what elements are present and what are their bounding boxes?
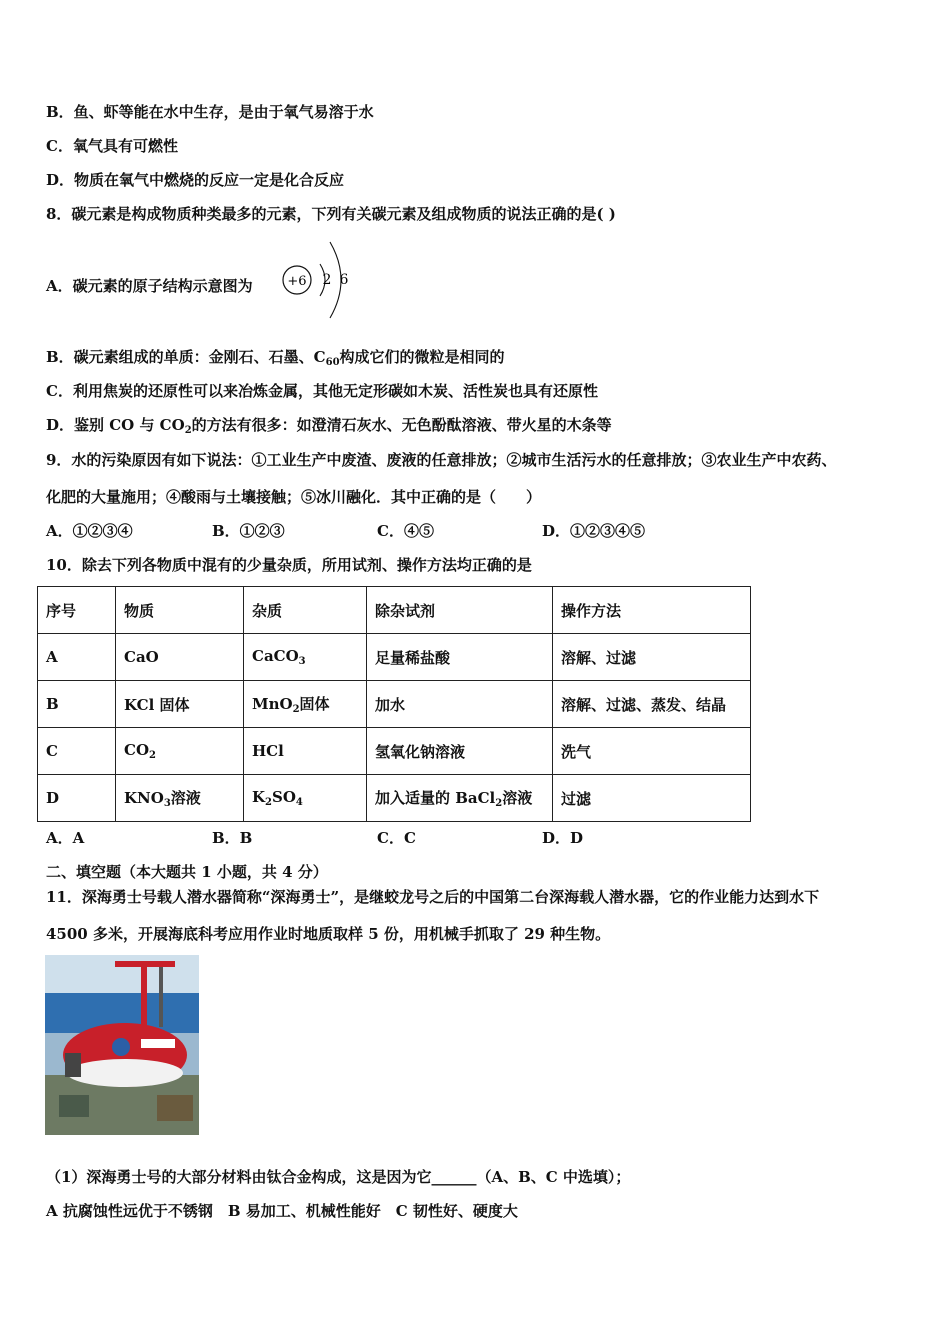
submersible-photo (45, 955, 199, 1135)
q10-option-c: C．C (377, 829, 416, 847)
row-substance: KCl 固体 (116, 681, 244, 728)
q9-stem-line1: 9．水的污染原因有如下说法：①工业生产中废渣、废液的任意排放；②城市生活污水的任意排放；③农业生产中农药、 (46, 451, 837, 469)
nucleus-charge: +6 (287, 274, 307, 289)
row-impurity: $K_2SO_4$ (244, 775, 367, 822)
q11-stem-line2: 4500 多米，开展海底科考应用作业时地质取样 5 份，用机械手抓取了 29 种生物。 (46, 925, 611, 943)
q7-option-d: D．物质在氧气中燃烧的反应一定是化合反应 (46, 171, 345, 189)
row-method: 过滤 (553, 775, 751, 822)
table-row (38, 634, 751, 681)
row-id: D (38, 775, 116, 822)
header-cell: 物质 (116, 587, 244, 634)
q9-option-c: C．④⑤ (377, 522, 434, 540)
q11-stem-line1: 11．深海勇士号载人潜水器简称“深海勇士”，是继蛟龙号之后的中国第二台深海载人潜水器，它的作业能力达到水下 (46, 888, 820, 906)
row-id: B (38, 681, 116, 728)
table-row (38, 728, 751, 775)
section-heading: 二、填空题（本大题共 1 小题，共 4 分） (46, 863, 328, 881)
row-method: 溶解、过滤 (553, 634, 751, 681)
q10-option-b: B．B (212, 829, 253, 847)
q8-option-a: A．碳元素的原子结构示意图为 (46, 277, 253, 295)
row-id: A (38, 634, 116, 681)
q7-option-b: B．鱼、虾等能在水中生存，是由于氧气易溶于水 (46, 103, 374, 121)
q11-choices: A 抗腐蚀性远优于不锈钢 B 易加工、机械性能好 C 韧性好、硬度大 (46, 1202, 518, 1220)
q7-option-c: C．氧气具有可燃性 (46, 137, 178, 155)
q10-table (37, 586, 751, 822)
q8-stem: 8．碳元素是构成物质种类最多的元素，下列有关碳元素及组成物质的说法正确的是( ) (46, 205, 616, 223)
table-row (38, 775, 751, 822)
q9-option-a: A．①②③④ (46, 522, 133, 540)
q9-option-b: B．①②③ (212, 522, 285, 540)
row-reagent: 加水 (367, 681, 553, 728)
q10-option-d: D．D (542, 829, 584, 847)
header-cell: 杂质 (244, 587, 367, 634)
row-method: 溶解、过滤、蒸发、结晶 (553, 681, 751, 728)
header-cell: 序号 (38, 587, 116, 634)
row-substance: $KNO_3$溶液 (116, 775, 244, 822)
row-impurity: MnO$_2$固体 (244, 681, 367, 728)
header-cell: 除杂试剂 (367, 587, 553, 634)
row-reagent: 足量稀盐酸 (367, 634, 553, 681)
row-substance: CaO (116, 634, 244, 681)
q10-stem: 10．除去下列各物质中混有的少量杂质，所用试剂、操作方法均正确的是 (46, 556, 532, 574)
shell-1-electrons: 2 (322, 272, 332, 288)
shell-2-electrons: 6 (339, 272, 349, 288)
table-row (38, 681, 751, 728)
row-impurity: HCl (244, 728, 367, 775)
table-header-row (38, 587, 751, 634)
q8-option-b: B．碳元素组成的单质：金刚石、石墨、$C_{60}$构成它们的微粒是相同的 (46, 348, 505, 368)
q11-subquestion-1: （1）深海勇士号的大部分材料由钛合金构成，这是因为它______（A、B、C 中选填）； (46, 1168, 631, 1186)
q9-stem-line2: 化肥的大量施用；④酸雨与土壤接触；⑤冰川融化．其中正确的是（ ） (46, 488, 542, 506)
row-impurity: CaCO$_3$ (244, 634, 367, 681)
q9-option-d: D．①②③④⑤ (542, 522, 646, 540)
q8-option-d: D．鉴别 CO 与 $CO_2$的方法有很多：如澄清石灰水、无色酚酞溶液、带火星的木条等 (46, 416, 612, 436)
header-cell: 操作方法 (553, 587, 751, 634)
carbon-atom-diagram (280, 236, 360, 322)
row-reagent: 加入适量的 BaCl$_2$溶液 (367, 775, 553, 822)
row-reagent: 氢氧化钠溶液 (367, 728, 553, 775)
q10-option-a: A．A (46, 829, 85, 847)
row-id: C (38, 728, 116, 775)
row-method: 洗气 (553, 728, 751, 775)
q8-option-c: C．利用焦炭的还原性可以来冶炼金属，其他无定形碳如木炭、活性炭也具有还原性 (46, 382, 598, 400)
row-substance: $CO_2$ (116, 728, 244, 775)
